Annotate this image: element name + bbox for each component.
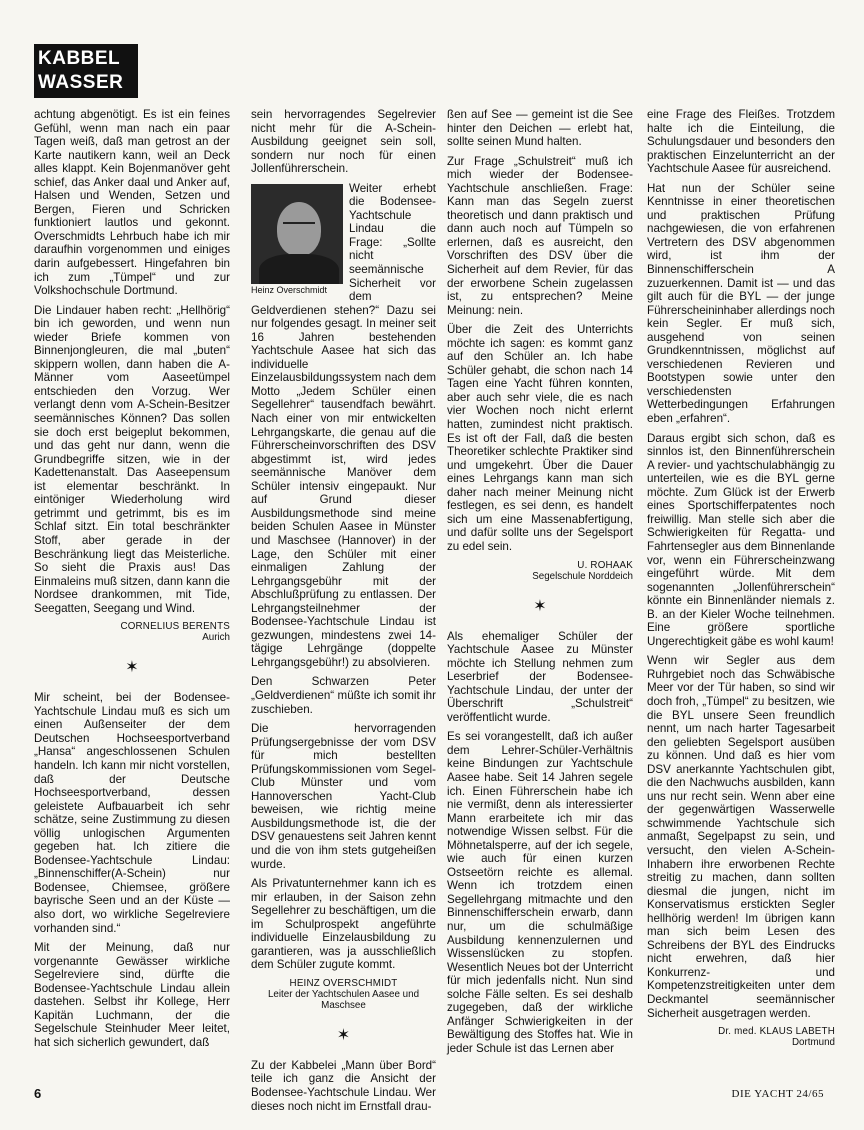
column-3 — [447, 108, 633, 1061]
magazine-issue: DIE YACHT 24/65 — [731, 1088, 824, 1100]
author-affiliation: Segelschule Norddeich — [532, 570, 633, 582]
author-title: Leiter der Yachtschulen Aasee und Maschsee — [267, 988, 420, 1011]
author-photo-block — [251, 184, 343, 296]
author-name: HEINZ OVERSCHMIDT — [289, 977, 398, 989]
page-number: 6 — [34, 1086, 42, 1101]
section-masthead — [34, 44, 138, 98]
paragraph: Wenn wir Segler aus dem Ruhrgebiet noch das Schwäbische Meer vor der Tür haben, so sind wir doch froh, „Tümpel“ zu besitzen, wie die BYL unsere Seen freundlich nennt, um nach harter Tagesarbeit den geliebten Segelsport ausüben zu können. Und daß es hier vom DSV anerkannte Yachtschulen gibt, die den Nachwuchs ausbilden, kann uns nur recht sein. Wenn aber eine der gegenwärtigen Wasserwelle schwimmende Yachtschule sich anmaßt, Segelpapst zu sein, und versucht, den vielen A-Schein-Inhabern ihre erworbenen Rechte streitig zu machen, dann sollten diesmal die jungen, nicht im Konservatismus erstickten Segler hellhörig werden! Im übrigen kann man sich beim Lesen des Schreibens der BYL des Eindrucks nicht erwehren, daß hier Konkurrenz- und Kompetenzstreitigkeiten unter dem Deckmantel seemännischer Sicherheit ausgetragen werden. — [647, 654, 835, 1020]
paragraph: Den Schwarzen Peter „Geldverdienen“ müßte ich somit ihr zuschieben. — [251, 675, 436, 716]
column-1 — [34, 108, 230, 1055]
paragraph: Daraus ergibt sich schon, daß es sinnlos ist, den Binnenführerschein A revier- und yachtschulabhängig zu unterteilen, wie es die BYL gerne möchte. Zum Glück ist der Erwerb eines Sportschifferpatentes noch freiwillig. Man stelle sich aber die Schwierigkeiten für Regatta- und Fahrtensegler aus dem Binnenlande vor, wenn ein Führerscheinzwang eingeführt würde. Mit dem sogenannten „Jollenführerschein“ könnte ein Binnenländer niemals z. B. an der Kieler Woche teilnehmen. Eine größere sportliche Ungerechtigkeit gäbe es wohl kaum! — [647, 431, 835, 648]
author-name: U. ROHAAK — [577, 559, 633, 571]
column-4 — [647, 108, 835, 1054]
author-name: CORNELIUS BERENTS — [120, 621, 230, 633]
paragraph: eine Frage des Fleißes. Trotzdem halte ich die Einteilung, die Schulungsdauer und besonders den praktischen Einzelunterricht an der Yachtschule Aasee für ausreichend. — [647, 108, 835, 176]
paragraph: Die Lindauer haben recht: „Hellhörig“ bin ich geworden, und wenn nun wieder Briefe kommen von Binnenjongleuren, die mal „buten“ skippern wollen, dann haben die A-Männer vom Aaseetümpel entschieden den Vorzug. Wer verlangt denn vom A-Schein-Besitzer seemännisches Können? Das sollen sie doch erst beigeplut bekommen, und das geht nur dann, wenn die Grundbegriffe sitzen, wie in der Kadettenanstalt. Das Aaseepensum ist elementar beschränkt. In eintöniger Wiederholung wird getrimmt und getrimmt, bis es im Schlaf sitzt. Ein total beschränkter Stoff, aber gerade in der Beschränkung liegt das Meisterliche. So sieht die Praxis aus! Das Einmaleins muß sitzen, dann kann die Nordsee drankommen, mit Tide, Seegatten, Seegang und Wind. — [34, 303, 230, 615]
star-separator-icon: ✶ — [125, 659, 139, 677]
paragraph: Zu der Kabbelei „Mann über Bord“ teile ich ganz die Ansicht der Bodensee-Yachtschule Lindau. Wer dieses noch nicht im Ernstfall drau- — [251, 1058, 436, 1113]
paragraph: Weiter erhebt die Bodensee-Yachtschule Lindau die Frage: „Sollte nicht seemännische Sicherheit vor dem Geldverdienen stehen?“ Dazu sei nur folgendes gesagt. In meiner seit 16 Jahren bestehenden Yachtschule Aasee hat sich das individuelle Einzelausbildungssystem nach dem Motto „Jedem Schüler einen Segellehrer“ tausendfach bewährt. Nach einer von mir entwickelten Lehrgangskarte, die genau auf die Führerscheinvorschriften des DSV abgestimmt ist, wird jedes seemännische Manöver dem Schüler intensiv eingepaukt. Nur auf Grund dieser Ausbildungsmethode sind meine beiden Schulen Aasee in Münster und Maschsee (Hannover) in der Lage, den Schüler mit einer einmaligen Zahlung der Lehrgangsgebühr mit der Abschlußprüfung zu entlassen. Der Lehrgangsteilnehmer der Bodensee-Yachtschule Lindau ist gezwungen, mindestens zwei 14-tägige Lehrgänge (doppelte Lehrgangsgebühr!) zu absolvieren. — [251, 181, 436, 669]
author-place: Aurich — [202, 632, 230, 644]
author-place: Dortmund — [791, 1037, 835, 1049]
paragraph: Hat nun der Schüler seine Kenntnisse in einer theoretischen und praktischen Prüfung nachgewiesen, die von erfahrenen Vertretern des DSV abgenommen wird, ist ihm der Binnenschifferschein A zuzuerkennen. Damit ist — und das gilt auch für die BYL — der junge Führerscheininhaber allerdings noch kein Segler. Er muß sich, ausgehend von seinen Grundkenntnissen, möglichst auf verschiedenen Revieren und Bootstypen sowie unter den verschiedensten Wetterbedingungen Erfahrungen eben „erfahren“. — [647, 181, 835, 426]
author-photo — [251, 184, 343, 284]
paragraph: Als ehemaliger Schüler der Yachtschule Aasee zu Münster möchte ich Stellung nehmen zum Leserbrief der Bodensee-Yachtschule Lindau, der unter der Überschrift „Schulstreit“ veröffentlicht wurde. — [447, 629, 633, 724]
paragraph: Die hervorragenden Prüfungsergebnisse der vom DSV für mich bestellten Prüfungskommissionen vom Segel-Club Münster und vom Hannoverschen Yacht-Club beweisen, wie richtig meine Ausbildungsmethode ist, die der DSV genauestens seit Jahren kennt und die von ihm stets gutgeheißen wurde. — [251, 722, 436, 871]
paragraph: Zur Frage „Schulstreit“ muß ich mich wieder der Bodensee-Yachtschule anschließen. Frage: Kann man das Segeln zuerst theoretisch und dann praktisch und dann auch noch auf Tümpeln so erlernen, daß es ausreicht, den Vorschriften des DSV über die Sicherheit auf dem Revier, für das der erworbene Schein zugelassen ist, zu entsprechen? Meine Meinung: nein. — [447, 154, 633, 317]
photo-caption: Heinz Overschmidt — [251, 284, 328, 295]
column-2 — [251, 108, 436, 1119]
star-separator-icon: ✶ — [533, 597, 547, 615]
paragraph: Mir scheint, bei der Bodensee-Yachtschule Lindau muß es sich um einen Außenseiter der dem Deutschen Hochseesportverband „Hansa“ angeschlossenen Schulen handeln. Ich kann mir nicht vorstellen, daß der Deutsche Hochseesportverband, dessen geleistete Aufbauarbeit ich sehr schätze, seine Zustimmung zu diesen völlig unlogischen Argumenten gegeben hat. Ich zitiere die Bodensee-Yachtschule Lindau: „Binnenschiffer(A-Schein) nur Bodensee, Chiemsee, größere bayrische Seen und an der Küste — also dort, wo wirkliche Segelreviere vorhanden sind.“ — [34, 691, 230, 935]
paragraph: Es sei vorangestellt, daß ich außer dem Lehrer-Schüler-Verhältnis keine Bindungen zur Yachtschule Aasee habe. Seit 14 Jahren segele ich. Einen Führerschein habe ich nie vermißt, denn als interessierter Mann erarbeitete ich mir das notwendige Wissen selbst. Für die Möhnetalsperre, auf der ich segele, wie auch für einen kurzen Ostseetörn reichte es allemal. Wenn ich trotzdem einen Segellehrgang mitmachte und den Binnenschifferschein erwarb, dann nur, um die schulmäßige Ausbildung kennenzulernen und Wissenslücken zu stopfen. Wesentlich Neues bot der Unterricht für mich jedenfalls nicht. Nun sind solche Fälle selten. Es sei deshalb zugegeben, daß der wirkliche Anfänger Schwierigkeiten in der Bewältigung des Stoffes hat. Wie in jeder Schule ist das Lernen aber — [447, 730, 634, 1055]
paragraph: Als Privatunternehmer kann ich es mir erlauben, in der Saison zehn Segellehrer zu beschäftigen, um die im Schulprospekt angeführte individuelle Einzelausbildung zu garantieren, was ja ausschließlich dem Schüler zugute kommt. — [251, 877, 436, 972]
author-name: Dr. med. KLAUS LABETH — [718, 1026, 835, 1038]
masthead-line-2: WASSER — [38, 72, 124, 93]
paragraph: Über die Zeit des Unterrichts möchte ich sagen: es kommt ganz auf den Schüler an. Ich habe Schüler gehabt, die schon nach 14 Tagen eine Yacht führen konnten, aber auch sehr viele, die es nach vier Wochen noch nicht erlernt hatten, zumindest nicht praktisch. Es ist oft der Fall, daß die besten Theoretiker schlechte Praktiker sind und umgekehrt. Über die Dauer eines Lehrgangs kann man sich daher nach meiner Meinung nicht festlegen, es sei denn, es handelt sich um eine Massenabfertigung, und dafür sollte uns der Segelsport zu edel sein. — [447, 323, 633, 553]
paragraph: Mit der Meinung, daß nur vorgenannte Gewässer wirkliche Segelreviere sind, dürfte die Bodensee-Yachtschule Lindau allein dastehen. Selbst ihr Kollege, Herr Kapitän Luchmann, der die Segelschule Steinhuder Meer leitet, hat sich sicherlich gewundert, daß — [34, 941, 230, 1049]
paragraph: achtung abgenötigt. Es ist ein feines Gefühl, wenn man nach ein paar Tagen weiß, daß man getrost an der Karte nautikern kann, weil an Deck alles klappt. Kein Bojenmanöver geht schief, das Anker daal und Anker auf, Halsen und Wenden, Setzen und Bergen, Fieren und Schricken funktioniert lautlos und gekonnt. Overschmidts Lehrbuch habe ich mir daraufhin vorgenommen und einiges darin aufgebessert. Hingefahren bin ich zum „Tümpel“ und zur Volkshochschule Dortmund. — [34, 108, 230, 298]
paragraph: sein hervorragendes Segelrevier nicht mehr für die A-Schein-Ausbildung geeignet sein soll, sondern nur noch für einen Jollenführerschein. — [251, 108, 436, 176]
paragraph: ßen auf See — gemeint ist die See hinter den Deichen — erlebt hat, sollte seinen Mund halten. — [447, 108, 633, 149]
masthead-line-1: KABBEL — [38, 48, 121, 69]
star-separator-icon: ✶ — [336, 1026, 351, 1044]
